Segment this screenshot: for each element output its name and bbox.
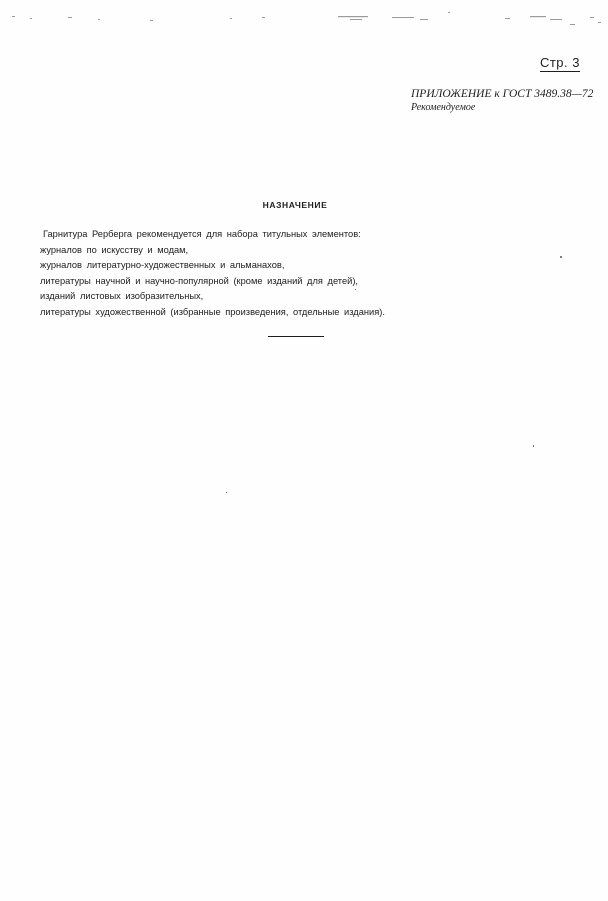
list-item: литературы художественной (избранные произведения, отдельные издания).: [40, 306, 385, 317]
appendix-title: ПРИЛОЖЕНИЕ к ГОСТ 3489.38—72: [411, 88, 594, 100]
list-item: журналов по искусству и модам,: [40, 244, 189, 255]
body-text: [40, 227, 420, 320]
page-number: Стр. 3: [539, 55, 580, 70]
appendix-block: [411, 88, 593, 114]
intro-paragraph: Гарнитура Рерберга рекомендуется для набора титульных элементов:: [43, 229, 361, 239]
appendix-status: Рекомендуемое: [411, 102, 476, 113]
list-item: изданий листовых изобразительных,: [40, 291, 204, 301]
scan-speck: [355, 289, 356, 290]
section-heading: [0, 200, 608, 210]
scan-speck: [226, 492, 227, 493]
scan-speck: [533, 445, 534, 447]
section-heading-text: НАЗНАЧЕНИЕ: [262, 200, 328, 210]
closing-rule: [268, 336, 324, 337]
scan-speck: [560, 256, 562, 258]
list-item: литературы научной и научно-популярной (кроме изданий для детей),: [40, 275, 359, 286]
list-item: журналов литературно-художественных и альманахов,: [40, 260, 285, 270]
scan-noise: [0, 8, 608, 48]
